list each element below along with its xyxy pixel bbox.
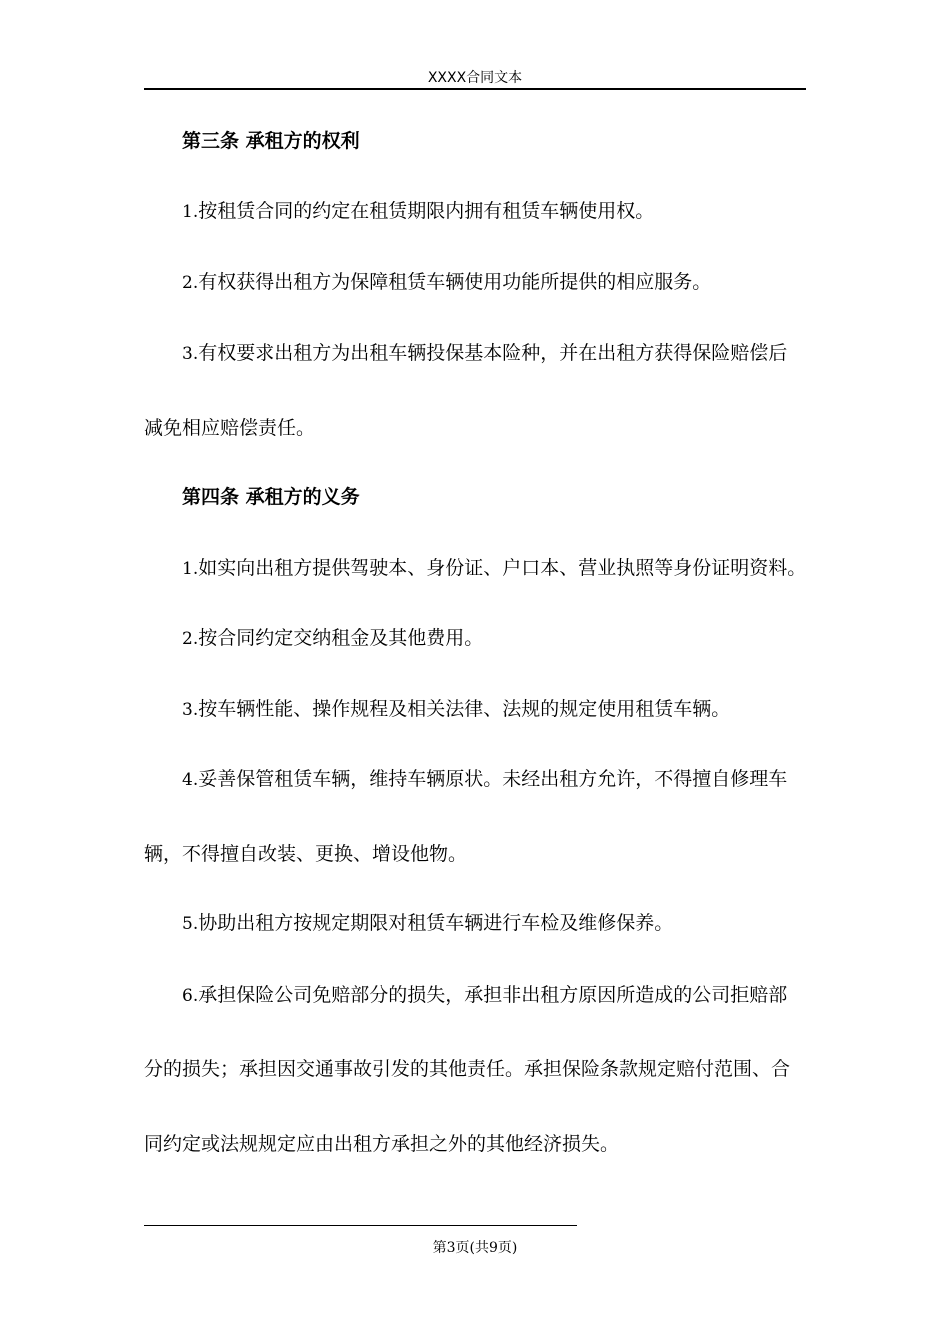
item-text: 按租赁合同的约定在租赁期限内拥有租赁车辆使用权。 xyxy=(198,200,655,222)
article-3-item-1 xyxy=(182,199,862,224)
article-4-item-3 xyxy=(182,697,862,722)
article-4-item-5 xyxy=(182,911,862,936)
article-4-item-6-continuation-2: 同约定或法规规定应由出租方承担之外的其他经济损失。 xyxy=(144,1133,620,1155)
item-number: 1. xyxy=(182,202,199,222)
item-text: 有权获得出租方为保障租赁车辆使用功能所提供的相应服务。 xyxy=(198,271,712,293)
item-text: 协助出租方按规定期限对租赁车辆进行车检及维修保养。 xyxy=(198,912,674,934)
item-number: 5. xyxy=(182,914,199,934)
page-number: 第3页(共9页) xyxy=(432,1240,518,1256)
article-4-item-2 xyxy=(182,626,862,651)
item-text: 按车辆性能、操作规程及相关法律、法规的规定使用租赁车辆。 xyxy=(198,698,731,720)
article-4-item-1 xyxy=(182,556,862,581)
item-text: 承担保险公司免赔部分的损失，承担非出租方原因所造成的公司拒赔部 xyxy=(198,984,788,1006)
item-text: 按合同约定交纳租金及其他费用。 xyxy=(198,627,484,649)
article-3-item-2 xyxy=(182,270,862,295)
item-number: 3. xyxy=(182,344,199,364)
article-4-item-6-continuation-1: 分的损失；承担因交通事故引发的其他责任。承担保险条款规定赔付范围、合 xyxy=(144,1058,791,1080)
item-text: 妥善保管租赁车辆，维持车辆原状。未经出租方允许，不得擅自修理车 xyxy=(198,768,788,790)
item-number: 6. xyxy=(182,986,199,1006)
article-3-item-3 xyxy=(182,341,862,366)
article-3-heading: 第三条 承租方的权利 xyxy=(182,130,360,152)
item-number: 2. xyxy=(182,273,199,293)
item-text: 有权要求出租方为出租车辆投保基本险种，并在出租方获得保险赔偿后 xyxy=(198,342,788,364)
article-4-item-4-continuation: 辆，不得擅自改装、更换、增设他物。 xyxy=(144,843,468,865)
article-4-heading: 第四条 承租方的义务 xyxy=(182,486,360,508)
article-3-item-3-continuation: 减免相应赔偿责任。 xyxy=(144,417,316,439)
page-header-title: XXXX合同文本 xyxy=(427,70,523,86)
header-rule xyxy=(144,88,806,90)
item-text: 如实向出租方提供驾驶本、身份证、户口本、营业执照等身份证明资料。 xyxy=(198,557,807,579)
article-4-item-6 xyxy=(182,983,862,1008)
item-number: 1. xyxy=(182,559,199,579)
item-number: 3. xyxy=(182,700,199,720)
footer-rule xyxy=(144,1225,577,1226)
article-4-item-4 xyxy=(182,767,862,792)
item-number: 2. xyxy=(182,629,199,649)
item-number: 4. xyxy=(182,770,199,790)
